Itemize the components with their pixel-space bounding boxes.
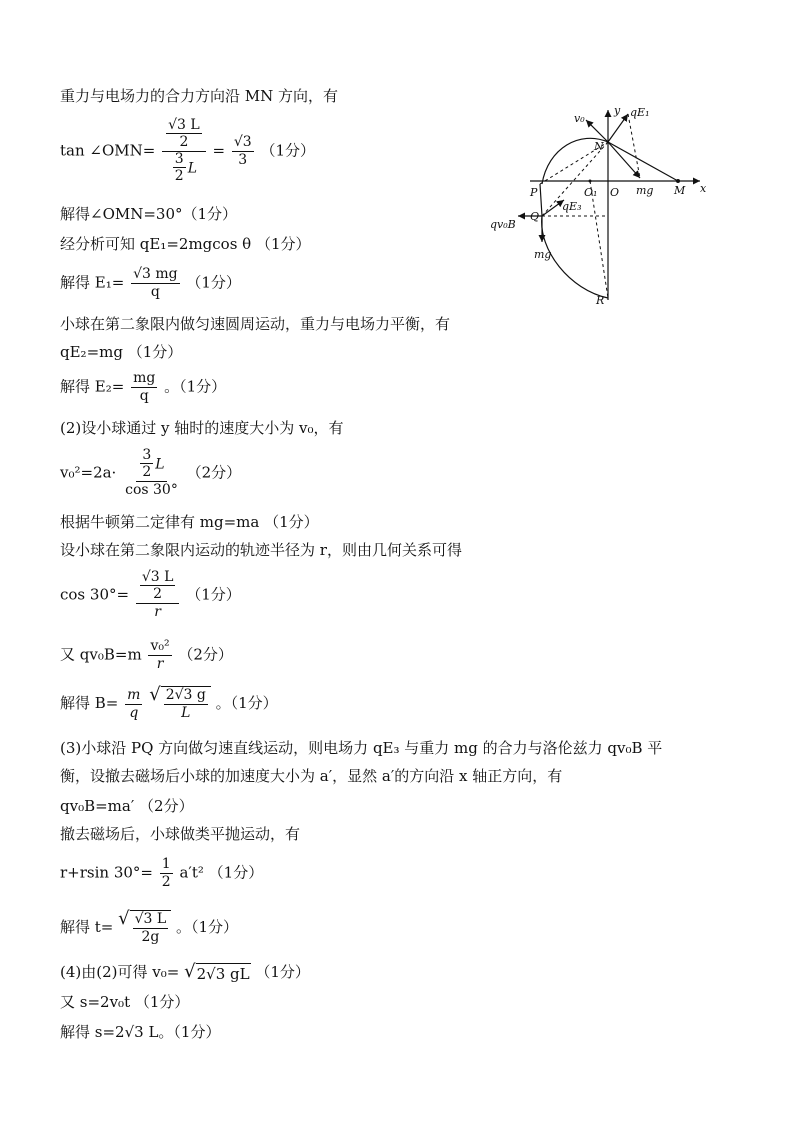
v0sq-num-den: 2 [142, 464, 152, 480]
score: （2分） [178, 645, 233, 664]
line-24: 解得 s=2√3 L。（1分） [60, 1023, 221, 1041]
line-16: (3)小球沿 PQ 方向做匀速直线运动，则电场力 qE₃ 与重力 mg 的合力与洛伦兹力 qv₀B 平 [60, 739, 663, 757]
score: （1分） [260, 141, 315, 160]
tan-eq: = [212, 141, 226, 160]
line-17: 衡，设撤去磁场后小球的加速度大小为 a′，显然 a′的方向沿 x 轴正方向，有 [60, 767, 563, 785]
point-M [676, 179, 680, 183]
line-9: (2)设小球通过 y 轴时的速度大小为 v₀，有 [60, 419, 344, 437]
line-21-t [60, 910, 238, 946]
qE3-arrow [542, 200, 564, 216]
E2-den: q [139, 388, 149, 404]
tan-den-den: 2 [174, 168, 184, 184]
tan-den-L: L [187, 160, 197, 177]
v0sq-label: v₀²=2a· [60, 463, 117, 482]
B-sqrt: √ $\frac{2√3 g}{L}$ [149, 686, 211, 722]
label-mg2: mg [534, 248, 552, 261]
line-8-E2 [60, 370, 226, 405]
label-qv0B: qv₀B [490, 218, 516, 231]
dash-qE1-mg [628, 114, 640, 178]
B-label: 解得 B= [60, 694, 119, 712]
B-den: q [129, 704, 139, 721]
cos-den: r [154, 604, 161, 620]
tan-fraction [162, 118, 206, 185]
line-5-E1 [60, 266, 241, 301]
score: （1分） [255, 963, 310, 981]
E2-fraction [131, 370, 157, 405]
qv0B-den: r [156, 656, 164, 672]
E1-den: q [150, 284, 160, 300]
line-7: qE₂=mg （1分） [60, 343, 183, 361]
line-4: 经分析可知 qE₁=2mgcos θ （1分） [60, 235, 311, 253]
label-v0: v₀ [574, 112, 585, 125]
qv0B-fraction [148, 638, 171, 673]
v0sq-den: cos 30° [125, 482, 178, 498]
label-P: P [530, 186, 538, 199]
v0-sqrt: √ 2√3 gL [184, 960, 250, 983]
B-fraction [125, 687, 142, 722]
line-6: 小球在第二象限内做匀速圆周运动，重力与电场力平衡，有 [60, 315, 451, 333]
mg-arrow-N [608, 142, 640, 178]
label-mg1: mg [636, 184, 654, 197]
tan-result [232, 134, 254, 169]
line-22 [60, 962, 310, 984]
label-R: R [596, 294, 605, 307]
line-11: 根据牛顿第二定律有 mg=ma （1分） [60, 513, 319, 531]
label-O1: O₁ [584, 186, 598, 199]
line-13-cos [60, 570, 241, 621]
label-Q: Q [530, 210, 540, 223]
t-sqrt: √ $\frac{√3 L}{2g}$ [118, 910, 171, 946]
l20-num: 1 [161, 856, 171, 872]
label-M: M [674, 184, 686, 197]
tan-label: tan ∠OMN= [60, 141, 156, 160]
t-num: √3 L [134, 911, 167, 927]
line-2-tan [60, 118, 315, 185]
l20-den: 2 [161, 874, 171, 890]
E1-num: √3 mg [133, 266, 178, 282]
label-qE1: qE₁ [630, 106, 650, 119]
physics-diagram [490, 100, 720, 310]
line-10-v0sq [60, 448, 241, 499]
score: （1分） [208, 863, 264, 882]
tan-result-den: 3 [238, 152, 248, 168]
score: 。（1分） [164, 377, 227, 396]
tan-den-num: 3 [174, 151, 184, 167]
v0-sqrt-arg: 2√3 gL [196, 964, 250, 983]
cos-num-num: √3 L [141, 569, 174, 585]
label-N: N [594, 140, 604, 153]
score: （1分） [186, 585, 241, 604]
v0-label: (4)由(2)可得 v₀= [60, 963, 180, 981]
score: （1分） [186, 273, 241, 292]
v0sq-num-L: L [155, 456, 165, 473]
segment-PQ [540, 184, 542, 216]
qv0B-label: 又 qv₀B=m [60, 645, 142, 664]
line-14-qv0B [60, 638, 233, 673]
trajectory-lower [542, 216, 608, 298]
v0sq-num-num: 3 [142, 447, 152, 463]
label-x: x [700, 182, 707, 195]
l20-label: r+rsin 30°= [60, 863, 153, 882]
label-O: O [610, 186, 620, 199]
E1-fraction [131, 266, 180, 301]
l20-tail: a′t² [179, 863, 204, 882]
score: 。（1分） [215, 694, 278, 712]
t-label: 解得 t= [60, 918, 114, 936]
qv0B-num: v₀² [150, 638, 170, 654]
E2-num: mg [133, 370, 156, 386]
label-qE3: qE₃ [562, 200, 582, 213]
v0sq-fraction [123, 448, 180, 499]
line-3: 解得∠OMN=30°（1分） [60, 205, 238, 223]
tan-num-den: 2 [179, 134, 189, 150]
B-sqrt-num: 2√3 g [165, 687, 206, 703]
line-12: 设小球在第二象限内运动的轨迹半径为 r，则由几何关系可得 [60, 541, 462, 559]
B-num: m [127, 686, 141, 703]
line-NM [608, 142, 678, 181]
label-y: y [614, 104, 621, 117]
E2-label: 解得 E₂= [60, 377, 125, 396]
line-18: qv₀B=ma′ （2分） [60, 797, 194, 815]
line-15-B [60, 686, 278, 722]
score: （2分） [186, 463, 242, 482]
tan-num-num: √3 L [168, 117, 200, 133]
score: 。（1分） [176, 918, 239, 936]
E1-label: 解得 E₁= [60, 273, 125, 292]
B-sqrt-den: L [181, 705, 191, 721]
tan-result-num: √3 [233, 134, 252, 150]
cos-label: cos 30°= [60, 585, 130, 604]
l20-fraction [160, 856, 173, 891]
line-19: 撤去磁场后，小球做类平抛运动，有 [60, 825, 301, 843]
t-den: 2g [141, 929, 160, 945]
qE1-arrow [608, 114, 628, 142]
cos-num-den: 2 [153, 586, 163, 602]
cos-fraction [136, 570, 180, 621]
line-1: 重力与电场力的合力方向沿 MN 方向，有 [60, 87, 339, 105]
point-O1 [589, 180, 592, 183]
line-23: 又 s=2v₀t （1分） [60, 993, 190, 1011]
line-20 [60, 856, 263, 891]
